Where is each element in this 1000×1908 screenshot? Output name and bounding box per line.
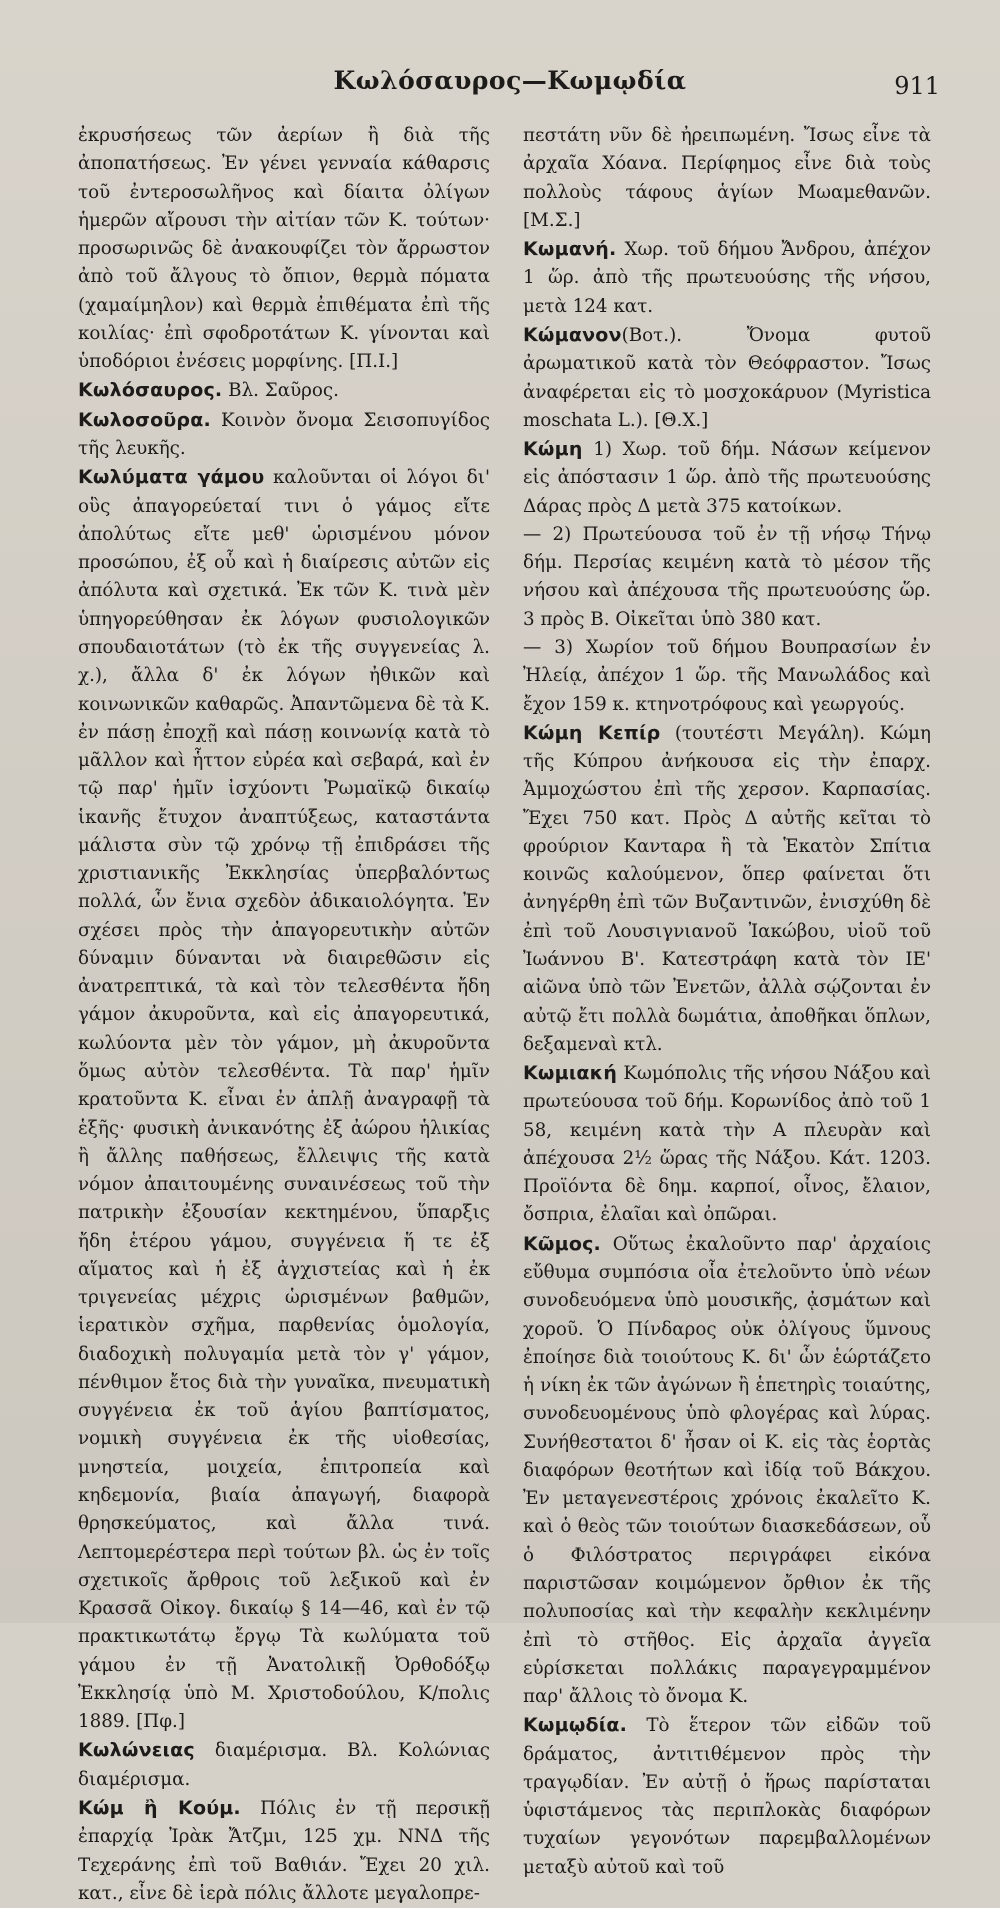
entry-headword: Κώμ ἢ Κούμ.	[78, 1796, 241, 1819]
entry-text: Κωμόπολις τῆς νήσου Νάξου καὶ πρωτεύουσα τοῦ δήμ. Κορωνίδος ἀπὸ τοῦ 1 58, κειμένη κατὰ τὴν Α πλευρὰν καὶ ἀπέχουσα 2½ ὥρας τῆς Νάξου. Κάτ. 1203. Προϊόντα δὲ δημ. καρποί, οἶνος, ἔλαιον, ὄσπρια, ἐλαῖαι καὶ ὀπῶραι.	[523, 1063, 931, 1226]
entry-headword: Κωλοσοῦρα.	[78, 408, 211, 431]
entry-text: — 3) Χωρίον τοῦ δήμου Βουπρασίων ἐν Ἠλείᾳ, ἀπέχον 1 ὥρ. τῆς Μανωλάδος καὶ ἔχον 159 κ. κτηνοτρόφους καὶ γεωργούς.	[523, 637, 931, 715]
entry-continuation	[523, 122, 931, 235]
entry-continuation	[78, 122, 490, 376]
entry-kolymata-gamou	[78, 463, 490, 1736]
entry-text: διαμέρισμα. Βλ. Κολώνιας διαμέρισμα.	[78, 1740, 491, 1790]
entry-text: 1) Χωρ. τοῦ δήμ. Νάσων κείμενον εἰς ἀπόστασιν 1 ὥρ. ἀπὸ τῆς πρωτευούσης Δάρας πρὸς Δ μετὰ 375 κατοίκων.	[523, 439, 931, 517]
entry-headword: Κώμανον	[523, 323, 622, 346]
entry-komi	[523, 435, 931, 521]
entry-text: Πόλις ἐν τῇ περσικῇ ἐπαρχίᾳ Ἰρὰκ Ἄτζμι, 125 χμ. ΝΝΔ τῆς Τεχεράνης ἐπὶ τοῦ Βαθιάν. Ἔχει 20 χιλ. κατ., εἶνε δὲ ἱερὰ πόλις ἄλλοτε μεγαλοπρε-	[78, 1797, 491, 1904]
page-number: 911	[894, 72, 940, 100]
entry-komodia	[523, 1711, 931, 1882]
entry-text: (Βοτ.). Ὄνομα φυτοῦ ἀρωματικοῦ κατὰ τὸν Θεόφραστον. Ἴσως ἀναφέρεται εἰς τὸ μοσχοκάρυον (Myristica moschata L.). [Θ.Χ.]	[523, 324, 931, 431]
entry-komanon	[523, 321, 931, 435]
entry-headword: Κωλώνειας	[78, 1739, 195, 1762]
entry-headword: Κωμανή.	[523, 238, 617, 261]
entry-text: καλοῦνται οἱ λόγοι δι' οὓς ἀπαγορεύεταί τινι ὁ γάμος εἴτε ἀπολύτως εἴτε μεθ' ὡρισμένου μόνον προσώπου, ἐξ οὗ καὶ ἡ διαίρεσις αὐτῶν εἰς ἀπόλυτα καὶ σχετικά. Ἐκ τῶν Κ. τινὰ μὲν ὑπηγορεύθησαν ἐκ λόγων φυσιολογικῶν σπουδαιοτάτων (τὸ ἐκ τῆς συγγενείας λ. χ.), ἄλλα δ' ἐκ λόγων ἠθικῶν καὶ κοινωνικῶν καθαρῶς. Ἀπαντῶμενα δὲ τὰ Κ. ἐν πάσῃ ἐποχῇ καὶ πάσῃ κοινωνίᾳ κατὰ τὸ μᾶλλον καὶ ἧττον εὐρέα καὶ σεβαρά, καὶ ἐν τῷ παρ' ἡμῖν ἰσχύοντι Ῥωμαϊκῷ δικαίῳ ἱκανῆς ἔτυχον ἀναπτύξεως, καταστάντα μάλιστα σὺν τῷ χρόνῳ τῇ ἐπιδράσει τῆς χριστιανικῆς Ἐκκλησίας ὑπερβαλόντως πολλά, ὧν ἔνια σχεδὸν ἀδικαιολόγητα. Ἐν σχέσει πρὸς τὴν ἀπαγορευτικὴν αὐτῶν δύναμιν δύνανται νὰ διαιρεθῶσιν εἰς ἀνατρεπτικά, τὰ καὶ τὸν τελεσθέντα ἤδη γάμον ἀκυροῦντα, καὶ εἰς ἀπαγορευτικά, κωλύοντα μὲν τὸν γάμον, μὴ ἀκυροῦντα ὅμως αὐτὸν τελεσθέντα. Τὰ παρ' ἡμῖν κρατοῦντα Κ. εἶναι ἐν ἁπλῇ ἀναγραφῇ τὰ ἑξῆς· φυσικὴ ἀνικανότης ἐξ ἀώρου ἡλικίας ἢ ἄλλης παθήσεως, ἔλλειψις τῆς κατὰ νόμον ἀπαιτουμένης συναινέσεως τοῦ τὴν πατρικὴν ἐξουσίαν κεκτημένου, ὕπαρξις ἤδη ἑτέρου γάμου, συγγένεια ἥ τε ἐξ αἵματος καὶ ἡ ἐξ ἀγχιστείας καὶ ἡ ἐκ τριγενείας μέχρις ὡρισμένων βαθμῶν, ἱερατικὸν σχῆμα, παρθενίας ὁμολογία, διαδοχικὴ πολυγαμία μετὰ τὸν γ' γάμον, πένθιμον ἔτος διὰ τὴν γυναῖκα, πνευματικὴ συγγένεια ἐκ τοῦ ἁγίου βαπτίσματος, νομικὴ συγγένεια ἐκ τῆς υἱοθεσίας, μνηστεία, μοιχεία, ἐπιτροπεία καὶ κηδεμονία, βιαία ἀπαγωγή, διαφορὰ θρησκεύματος, καὶ ἄλλα τινά. Λεπτομερέστερα περὶ τούτων βλ. ὡς ἐν τοῖς σχετικοῖς ἄρθροις τοῦ λεξικοῦ καὶ ἐν Κρασσᾶ Οἰκογ. δικαίῳ § 14—46, καὶ ἐν τῷ πρακτικωτάτῳ ἔργῳ Τὰ κωλύματα τοῦ γάμου ἐν τῇ Ἀνατολικῇ Ὀρθοδόξῳ Ἐκκλησίᾳ ὑπὸ Μ. Χριστοδούλου, Κ/πολις 1889. [Πφ.]	[78, 467, 490, 1733]
entry-headword: Κωλόσαυρος.	[78, 379, 223, 402]
page-header	[80, 62, 940, 106]
left-column	[78, 122, 491, 1904]
entry-text: Χωρ. τοῦ δήμου Ἄνδρου, ἀπέχον 1 ὥρ. ἀπὸ τῆς πρωτευούσης τῆς νήσου, μετὰ 124 κατ.	[523, 239, 932, 317]
entry-headword: Κωμῳδία.	[523, 1714, 628, 1737]
entry-headword: Κῶμος.	[523, 1232, 601, 1255]
entry-text: πεστάτη νῦν δὲ ἠρειπωμένη. Ἴσως εἶνε τὰ ἀρχαῖα Χόανα. Περίφημος εἶνε διὰ τοὺς πολλοὺς τάφους ἁγίων Μωαμεθανῶν. [Μ.Σ.]	[523, 125, 931, 231]
entry-kolosauros	[78, 376, 490, 405]
entry-text: — 2) Πρωτεύουσα τοῦ ἐν τῇ νήσῳ Τήνῳ δήμ. Περσίας κειμένη κατὰ τὸ μέσον τῆς νήσου καὶ ἀπέχουσα τῆς πρωτευούσης ὥρ. 3 πρὸς Β. Οἰκεῖται ὑπὸ 380 κατ.	[523, 523, 931, 630]
entry-koloneias	[78, 1736, 490, 1794]
entry-text: (τουτέστι Μεγάλη). Κώμη τῆς Κύπρου ἀνήκουσα εἰς τὴν ἐπαρχ. Ἀμμοχώστου ἐπὶ τῆς χερσον. Καρπασίας. Ἔχει 750 κατ. Πρὸς Δ αὐτῆς κεῖται τὸ φρούριον Κανταρα ἢ τὰ Ἑκατὸν Σπίτια κοινῶς καλούμενον, ὅπερ φαίνεται ὅτι ἀνηγέρθη ἐπὶ τῶν Βυζαντινῶν, ἐνισχύθη δὲ ἐπὶ τοῦ Λουσιγνιανοῦ Ἰακώβου, υἱοῦ τοῦ Ἰωάννου Β'. Κατεστράφη κατὰ τὸν ΙΕ' αἰῶνα ὑπὸ τῶν Ἐνετῶν, ἀλλὰ σῴζονται ἐν αὐτῷ ἔτι πολλὰ δωμάτια, ἀποθῆκαι ὅπλων, δεξαμεναὶ κτλ.	[523, 722, 931, 1055]
entry-komani	[523, 235, 931, 321]
entry-headword: Κωλύματα γάμου	[78, 466, 265, 489]
entry-text: ἐκρυσήσεως τῶν ἀερίων ἢ διὰ τῆς ἀποπατήσεως. Ἐν γένει γενναία κάθαρσις τοῦ ἐντεροσωλῆνος καὶ δίαιτα ὀλίγων ἡμερῶν αἴρουσι τὴν αἰτίαν τῶν Κ. τούτων· προσωρινῶς δὲ ἀνακουφίζει τὸν ἄρρωστον ἀπὸ τοῦ ἄλγους τὸ ὄπιον, θερμὰ πόματα (χαμαίμηλον) καὶ θερμὰ ἐπιθέματα ἐπὶ τῆς κοιλίας· ἐπὶ σφοδροτάτων Κ. γίνονται καὶ ὑποδόριοι ἐνέσεις μορφίνης. [Π.Ι.]	[78, 125, 490, 373]
entry-komiaki	[523, 1059, 931, 1230]
entry-komos	[523, 1230, 931, 1712]
entry-kom	[78, 1794, 490, 1908]
entry-headword: Κώμη	[523, 438, 583, 461]
entry-text: Κοινὸν ὄνομα Σεισοπυγίδος τῆς λευκῆς.	[78, 409, 490, 460]
entry-kolosoura	[78, 406, 490, 464]
entry-text: Οὕτως ἐκαλοῦντο παρ' ἀρχαίοις εὔθυμα συμπόσια οἷα ἐτελοῦντο ὑπὸ νέων συνοδευόμενα ὑπὸ μουσικῆς, ᾀσμάτων καὶ χοροῦ. Ὁ Πίνδαρος οὐκ ὀλίγους ὕμνους ἐποίησε διὰ τοιούτους Κ. δι' ὧν ἑώρτάζετο ἡ νίκη ἐκ τῶν ἀγώνων ἢ ἑπετηρὶς τοιαύτης, συνοδευομένους ὑπὸ φλογέρας καὶ λύρας. Συνήθεστατοι δ' ἦσαν οἱ Κ. εἰς τὰς ἑορτὰς διαφόρων θεοτήτων καὶ ἰδίᾳ τοῦ Βάκχου. Ἐν μεταγενεστέροις χρόνοις ἐκαλεῖτο Κ. καὶ ὁ θεὸς τῶν τοιούτων διασκεδάσεων, οὗ ὁ Φιλόστρατος περιγράφει εἰκόνα παριστῶσαν κοιμώμενον ὄρθιον ἐκ τῆς πολυποσίας καὶ τὴν κεφαλὴν κεκλιμένην ἐπὶ τὸ στῆθος. Εἰς ἀρχαῖα ἀγγεῖα εὑρίσκεται πολλάκις παραγεγραμμένον παρ' ἄλλοις τὸ ὄνομα Κ.	[523, 1233, 931, 1708]
entry-komi-3	[523, 634, 931, 719]
entry-komi-2	[523, 521, 931, 634]
entry-headword: Κωμιακή	[523, 1062, 618, 1085]
entry-text: Βλ. Σαῦρος.	[228, 380, 339, 402]
right-column	[523, 122, 932, 1878]
entry-text: Τὸ ἕτερον τῶν εἰδῶν τοῦ δράματος, ἀντιτιθέμενον πρὸς τὴν τραγῳδίαν. Ἐν αὐτῇ ὁ ἥρως παρίσταται ὑφιστάμενος τὰς περιπλοκὰς διαφόρων τυχαίων γεγονότων παρεμβαλλομένων μεταξὺ αὐτοῦ καὶ τοῦ	[523, 1715, 931, 1878]
entry-komi-kepir	[523, 719, 931, 1059]
running-head: Κωλόσαυρος—Κωμῳδία	[333, 66, 687, 95]
entry-headword: Κώμη Κεπίρ	[523, 721, 661, 744]
